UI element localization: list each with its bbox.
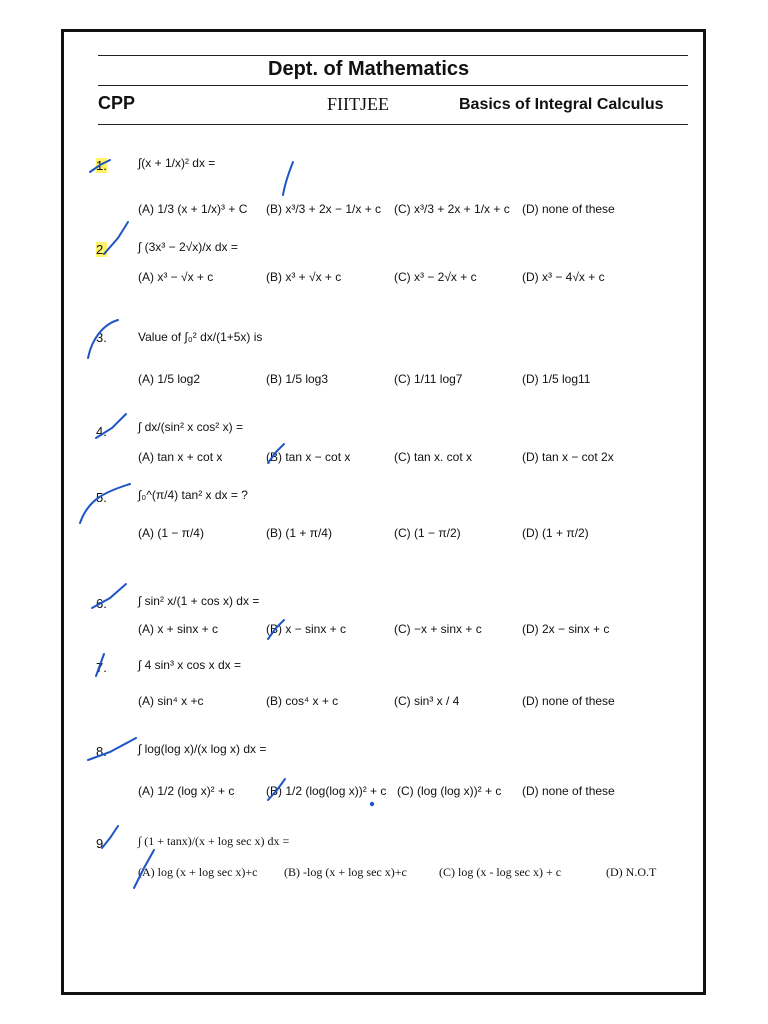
question-number: 7. (96, 660, 107, 675)
option-d: (D) 2x − sinx + c (522, 622, 610, 636)
cpp-label: CPP (98, 93, 136, 113)
header-rule-top (98, 55, 688, 56)
dept-title: Dept. of Mathematics (268, 58, 470, 80)
option-b: (B) (1 + π/4) (266, 526, 332, 540)
question-stem: ∫ 4 sin³ x cos x dx = (138, 658, 241, 672)
question-number: 3. (96, 330, 107, 345)
subject-title: Basics of Integral Calculus (459, 96, 664, 113)
option-b: (B) 1/5 log3 (266, 372, 329, 386)
page-border (61, 29, 706, 995)
option-b: (B) x³ + √x + c (266, 270, 342, 284)
option-d: (D) N.O.T (606, 865, 657, 879)
option-b: (B) -log (x + log sec x)+c (284, 865, 407, 879)
question-stem: Value of ∫₀² dx/(1+5x) is (138, 330, 263, 344)
option-d: (D) none of these (522, 694, 615, 708)
option-a: (A) 1/3 (x + 1/x)³ + C (138, 202, 248, 216)
header-rule-middle (98, 85, 688, 86)
option-d: (D) none of these (522, 784, 615, 798)
option-d: (D) x³ − 4√x + c (522, 270, 605, 284)
option-a: (A) 1/2 (log x)² + c (138, 784, 235, 798)
option-c: (C) log (x - log sec x) + c (439, 865, 562, 879)
option-b: (B) x − sinx + c (266, 622, 347, 636)
question-number: 1. (96, 158, 107, 173)
question-stem: ∫ sin² x/(1 + cos x) dx = (138, 594, 260, 608)
option-c: (C) tan x. cot x (394, 450, 473, 464)
question-stem: ∫ (3x³ − 2√x)/x dx = (138, 240, 238, 254)
option-a: (A) sin⁴ x +c (138, 694, 204, 708)
question-stem: ∫(x + 1/x)² dx = (138, 156, 216, 170)
question-stem: ∫₀^(π/4) tan² x dx = ? (138, 488, 248, 502)
question-stem: ∫ (1 + tanx)/(x + log sec x) dx = (138, 834, 290, 848)
institute-name: FIITJEE (327, 94, 389, 114)
option-d: (D) none of these (522, 202, 615, 216)
question-number: 8. (96, 744, 107, 759)
option-c: (C) −x + sinx + c (394, 622, 482, 636)
option-c: (C) sin³ x / 4 (394, 694, 460, 708)
option-b: (B) tan x − cot x (266, 450, 351, 464)
option-a: (A) x + sinx + c (138, 622, 219, 636)
option-d: (D) 1/5 log11 (522, 372, 591, 386)
question-stem: ∫ log(log x)/(x log x) dx = (138, 742, 267, 756)
option-a: (A) (1 − π/4) (138, 526, 204, 540)
question-number: 9 (96, 836, 104, 851)
option-a: (A) tan x + cot x (138, 450, 223, 464)
option-c: (C) x³/3 + 2x + 1/x + c (394, 202, 510, 216)
option-a: (A) x³ − √x + c (138, 270, 214, 284)
option-b: (B) 1/2 (log(log x))² + c (266, 784, 387, 798)
option-c: (C) (log (log x))² + c (397, 784, 502, 798)
question-number: 6. (96, 596, 107, 611)
option-a: (A) log (x + log sec x)+c (138, 865, 258, 879)
option-b: (B) x³/3 + 2x − 1/x + c (266, 202, 382, 216)
option-c: (C) x³ − 2√x + c (394, 270, 477, 284)
question-number: 4. (96, 424, 107, 439)
header-rule-bottom (98, 124, 688, 125)
option-d: (D) tan x − cot 2x (522, 450, 614, 464)
option-d: (D) (1 + π/2) (522, 526, 589, 540)
option-c: (C) 1/11 log7 (394, 372, 463, 386)
option-c: (C) (1 − π/2) (394, 526, 461, 540)
option-a: (A) 1/5 log2 (138, 372, 201, 386)
question-number: 2. (96, 242, 107, 257)
question-stem: ∫ dx/(sin² x cos² x) = (138, 420, 243, 434)
option-b: (B) cos⁴ x + c (266, 694, 339, 708)
question-number: 5. (96, 490, 107, 505)
